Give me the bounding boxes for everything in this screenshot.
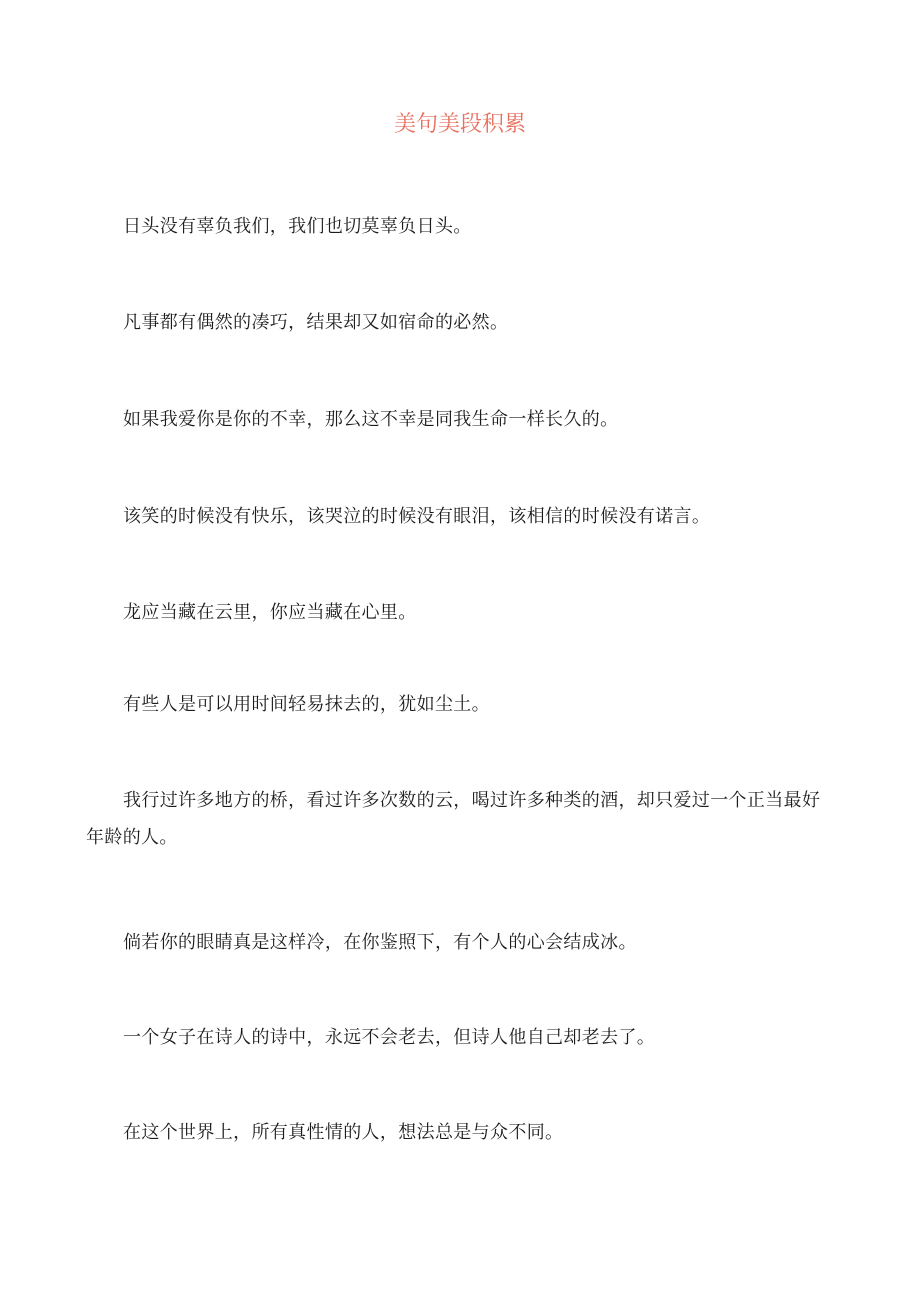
paragraph-5: 龙应当藏在云里，你应当藏在心里。 [123,602,417,623]
paragraph-9: 一个女子在诗人的诗中，永远不会老去，但诗人他自己却老去了。 [123,1027,656,1048]
paragraph-10: 在这个世界上，所有真性情的人，想法总是与众不同。 [123,1122,564,1143]
document-title: 美句美段积累 [393,112,526,137]
paragraph-2: 凡事都有偶然的凑巧，结果却又如宿命的必然。 [123,312,509,333]
paragraph-1: 日头没有辜负我们，我们也切莫辜负日头。 [123,216,472,237]
paragraph-3: 如果我爱你是你的不幸，那么这不幸是同我生命一样长久的。 [123,409,619,430]
paragraph-4: 该笑的时候没有快乐，该哭泣的时候没有眼泪，该相信的时候没有诺言。 [123,506,711,527]
paragraph-6: 有些人是可以用时间轻易抹去的，犹如尘土。 [123,694,490,715]
paragraph-8: 倘若你的眼睛真是这样冷，在你鉴照下，有个人的心会结成冰。 [123,932,637,953]
paragraph-7: 我行过许多地方的桥，看过许多次数的云，喝过许多种类的酒，却只爱过一个正当最好年龄的人。 [86,790,821,848]
